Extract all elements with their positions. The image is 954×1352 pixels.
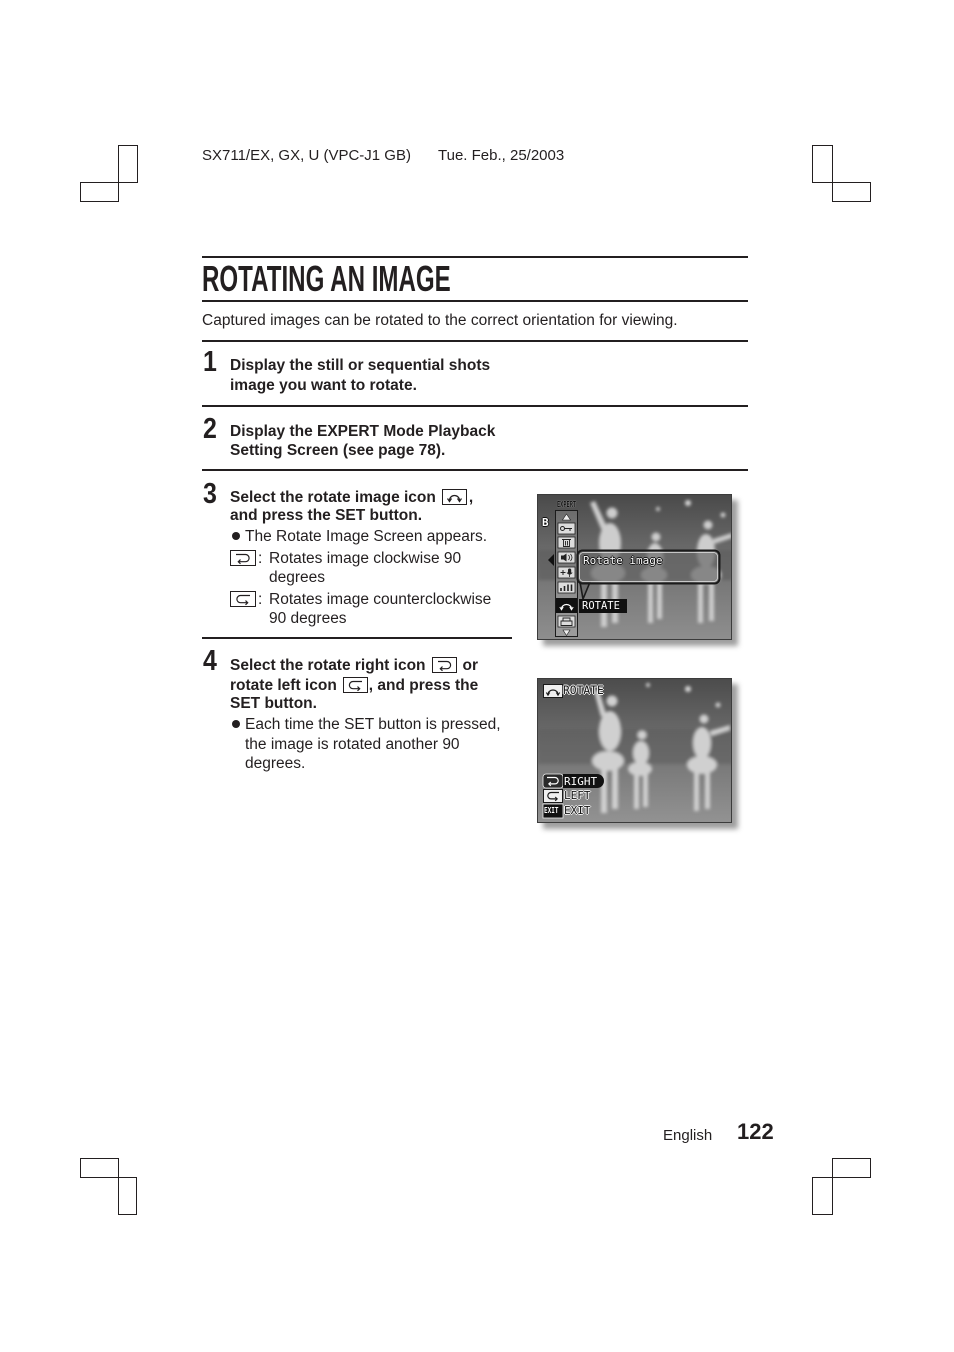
crop-mark-bottom-left bbox=[118, 1177, 137, 1215]
step-4-bullet-line-2: the image is rotated another 90 bbox=[245, 735, 460, 753]
option-left-label: LEFT bbox=[564, 789, 591, 802]
step-4-bullet-line-3: degrees. bbox=[245, 754, 306, 772]
step-4-bullet-line-1: Each time the SET button is pressed, bbox=[245, 715, 501, 733]
step-3-line-2: and press the SET button. bbox=[230, 506, 423, 524]
rotate-screen-title: ROTATE bbox=[563, 684, 604, 697]
option-right-label: RIGHT bbox=[563, 774, 604, 788]
step-4-line-2-text: rotate left icon bbox=[230, 676, 337, 694]
exit-icon: EXIT bbox=[544, 806, 559, 815]
key-icon bbox=[558, 523, 575, 534]
step-rule bbox=[202, 637, 512, 639]
rotate-right-icon bbox=[543, 774, 563, 788]
rotate-left-icon bbox=[544, 790, 563, 803]
step-1-line-2: image you want to rotate. bbox=[230, 376, 417, 394]
step-3-bullet: The Rotate Image Screen appears. bbox=[245, 527, 488, 545]
rotate-right-icon bbox=[432, 657, 457, 673]
step-number-1: 1 bbox=[203, 346, 217, 378]
step-4-line-3: SET button. bbox=[230, 694, 317, 712]
rotate-icon bbox=[544, 685, 563, 698]
legend-cw-line-2: degrees bbox=[269, 568, 326, 586]
step-number-2: 2 bbox=[203, 412, 217, 445]
title-rule-bottom bbox=[202, 300, 748, 302]
footer-language: English bbox=[663, 1127, 713, 1144]
section-rule bbox=[202, 340, 748, 342]
step-3-line-1-text: Select the rotate image icon bbox=[230, 488, 436, 506]
rotate-screen-screenshot bbox=[537, 678, 732, 823]
chart-icon bbox=[558, 582, 575, 593]
legend-separator: : bbox=[258, 590, 263, 608]
rotate-icon bbox=[556, 598, 577, 613]
rotate-left-icon bbox=[230, 591, 256, 607]
step-4-line-1-or: or bbox=[462, 656, 479, 674]
crop-mark-top-right bbox=[812, 145, 833, 183]
step-2-line-2: Setting Screen (see page 78). bbox=[230, 441, 446, 459]
rotate-left-icon bbox=[343, 677, 368, 693]
crop-mark-top-right bbox=[832, 182, 871, 202]
legend-ccw-line-2: 90 degrees bbox=[269, 609, 347, 627]
crop-mark-top-left bbox=[80, 182, 119, 202]
selected-item-label: ROTATE bbox=[579, 599, 627, 613]
panel-label-b: B bbox=[542, 516, 549, 529]
step-4-line-2-rest: , and press the bbox=[368, 676, 479, 694]
menu-pointer-icon bbox=[548, 554, 554, 566]
step-4-line-1-text: Select the rotate right icon bbox=[230, 656, 426, 674]
crop-mark-bottom-right bbox=[832, 1158, 871, 1178]
page-title: ROTATING AN IMAGE bbox=[202, 258, 451, 299]
rotate-image-icon bbox=[442, 489, 467, 505]
bullet-icon bbox=[232, 532, 240, 540]
crop-mark-top-left bbox=[118, 145, 138, 183]
rotate-right-icon bbox=[230, 550, 256, 566]
header-date: Tue. Feb., 25/2003 bbox=[438, 147, 565, 164]
step-4-line-1 bbox=[230, 657, 478, 674]
printer-icon bbox=[558, 616, 575, 627]
step-rule bbox=[202, 405, 748, 407]
step-number-4: 4 bbox=[203, 644, 217, 677]
expert-menu-screenshot bbox=[537, 494, 732, 640]
page-number: 122 bbox=[737, 1119, 774, 1144]
bullet-icon bbox=[232, 720, 240, 728]
crop-mark-bottom-right bbox=[812, 1177, 833, 1215]
option-exit-label: EXIT bbox=[564, 804, 591, 817]
step-4-line-2 bbox=[230, 677, 478, 694]
mic-icon bbox=[558, 567, 575, 578]
step-2-line-1: Display the EXPERT Mode Playback bbox=[230, 422, 496, 440]
crop-mark-bottom-left bbox=[80, 1158, 119, 1178]
legend-ccw-line-1: Rotates image counterclockwise bbox=[269, 590, 492, 608]
tooltip-text: Rotate image bbox=[583, 554, 663, 567]
step-number-3: 3 bbox=[203, 477, 217, 510]
step-1-line-1: Display the still or sequential shots bbox=[230, 356, 491, 374]
legend-cw-line-1: Rotates image clockwise 90 bbox=[269, 549, 462, 567]
intro-text: Captured images can be rotated to the correct orientation for viewing. bbox=[202, 311, 678, 329]
step-rule bbox=[202, 469, 748, 471]
expert-mode-label: EXPERT bbox=[557, 500, 577, 509]
step-3-line-1 bbox=[230, 489, 473, 506]
header-model: SX711/EX, GX, U (VPC-J1 GB) bbox=[202, 147, 411, 164]
menu-overlay bbox=[538, 495, 732, 640]
trash-icon bbox=[558, 537, 575, 548]
legend-separator: : bbox=[258, 549, 263, 567]
speaker-icon bbox=[558, 552, 575, 563]
step-3-line-1-comma: , bbox=[468, 488, 474, 506]
